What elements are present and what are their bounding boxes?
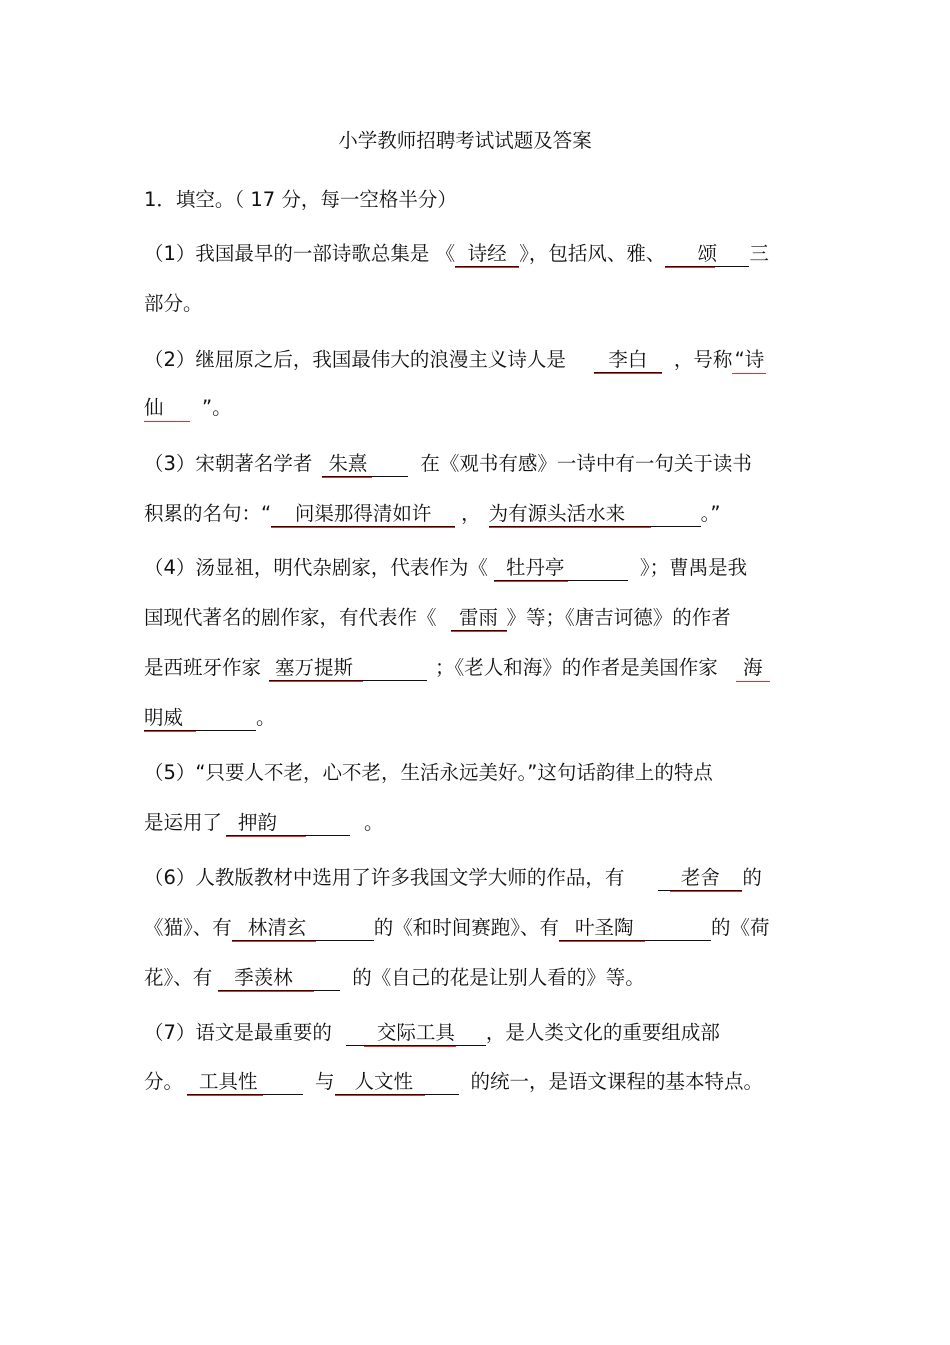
- answer-text: 牡丹亭: [505, 556, 565, 579]
- red-underline: [594, 373, 662, 374]
- answer-text: 朱熹: [328, 452, 368, 475]
- question-text: 》，包括风、雅、: [519, 242, 666, 265]
- red-underline: [271, 527, 455, 528]
- answer-blank: [665, 242, 749, 267]
- question-text: 分。: [144, 1070, 184, 1093]
- red-underline: [218, 991, 314, 992]
- answer-blank: [732, 348, 766, 372]
- red-underline: [665, 267, 715, 268]
- question-text: 是西班牙作家: [144, 656, 262, 679]
- question-text: 积累的名句：“: [144, 502, 272, 525]
- question-text: 《猫》、有: [144, 916, 232, 939]
- question-1-line-1: [144, 239, 769, 269]
- answer-text: 人文性: [354, 1070, 414, 1093]
- question-text: 花》、有: [144, 966, 213, 989]
- question-text: ；《老人和海》的作者是美国作家: [435, 656, 718, 679]
- question-text: 与: [315, 1070, 335, 1093]
- question-text: 的统一，是语文课程的基本特点。: [470, 1070, 764, 1093]
- answer-blank: [271, 502, 455, 527]
- answer-text: 问渠那得清如许: [294, 502, 432, 525]
- red-underline: [736, 681, 770, 682]
- question-text: （2）继屈原之后，我国最伟大的浪漫主义诗人是: [144, 348, 566, 371]
- red-underline: [489, 527, 651, 528]
- red-underline: [144, 731, 196, 732]
- red-underline: [670, 891, 742, 892]
- answer-text: 仙: [144, 396, 164, 419]
- answer-text: 林清玄: [247, 916, 307, 939]
- question-3-line-1: [144, 449, 752, 479]
- answer-blank: [451, 606, 507, 631]
- red-underline: [494, 581, 568, 582]
- page-title: [0, 126, 930, 156]
- question-4-line-1: [144, 553, 747, 583]
- question-2-line-2: [144, 393, 232, 423]
- answer-blank: [594, 348, 662, 373]
- question-text: （1）我国最早的一部诗歌总集是 《: [144, 242, 456, 265]
- answer-text: “诗: [734, 348, 765, 371]
- question-text: 。”: [700, 502, 721, 525]
- answer-blank: [232, 916, 374, 941]
- question-text: 国现代著名的剧作家，有代表作《: [144, 606, 437, 629]
- answer-blank: [322, 452, 408, 477]
- answer-blank: [144, 706, 256, 731]
- red-underline: [364, 1046, 456, 1047]
- answer-text: 交际工具: [376, 1021, 455, 1044]
- question-7-line-2: [144, 1067, 763, 1097]
- question-text: （6）人教版教材中选用了许多我国文学大师的作品，有: [144, 866, 625, 889]
- red-underline: [732, 373, 766, 374]
- red-underline: [335, 1095, 425, 1096]
- answer-text: 雷雨: [459, 606, 499, 629]
- question-text: 三: [749, 242, 769, 265]
- answer-text: 押韵: [238, 811, 278, 834]
- question-6-line-2: [144, 913, 770, 943]
- red-underline: [322, 477, 372, 478]
- question-6-line-1: [144, 863, 762, 893]
- question-text: 。: [256, 706, 276, 729]
- answer-text: 塞万提斯: [275, 656, 354, 679]
- question-text: 的《荷: [711, 916, 770, 939]
- question-text: ，: [461, 502, 481, 525]
- question-text: （3）宋朝著名学者: [144, 452, 313, 475]
- answer-text: 工具性: [199, 1070, 258, 1093]
- answer-text: 颂: [697, 242, 718, 265]
- answer-blank: [494, 556, 628, 581]
- answer-blank: [455, 242, 519, 267]
- question-text: 是运用了: [144, 811, 223, 834]
- section-heading-text: 1．填空。（ 17 分，每一空格半分）: [144, 188, 457, 211]
- section-heading: [144, 185, 457, 215]
- question-7-line-1: [144, 1018, 720, 1048]
- answer-text: 叶圣陶: [575, 916, 634, 939]
- red-underline: [226, 836, 306, 837]
- page-title-text: 小学教师招聘考试试题及答案: [338, 129, 592, 152]
- question-4-line-3: [144, 653, 770, 683]
- answer-blank: [658, 866, 742, 891]
- red-underline: [455, 267, 519, 268]
- answer-text: 海: [743, 656, 763, 679]
- question-4-line-2: [144, 603, 731, 633]
- red-underline: [269, 681, 363, 682]
- question-3-line-2: [144, 499, 720, 529]
- answer-text: 明威: [144, 706, 184, 729]
- question-text: 在《观书有感》一诗中有一句关于读书: [420, 452, 752, 475]
- red-underline: [187, 1095, 263, 1096]
- answer-text: 诗经: [467, 242, 507, 265]
- question-text: 》；曹禺是我: [639, 556, 748, 579]
- question-text: 的: [742, 866, 762, 889]
- question-text: （4）汤显祖，明代杂剧家，代表作为《: [144, 556, 488, 579]
- answer-text: 老舍: [680, 866, 720, 889]
- answer-blank: [736, 656, 770, 680]
- red-underline: [232, 941, 316, 942]
- question-2-line-1: [144, 345, 766, 375]
- question-6-line-3: [144, 963, 645, 993]
- question-text: 的《自己的花是让别人看的》等。: [352, 966, 645, 989]
- question-text: ，是人类文化的重要组成部: [485, 1021, 720, 1044]
- question-1-line-2: [144, 289, 203, 319]
- answer-blank: [187, 1070, 303, 1095]
- question-text: （5）“只要人不老，心不老，生活永远美好。”这句话韵律上的特点: [144, 761, 713, 784]
- question-text: ”。: [202, 396, 232, 419]
- answer-text: 李白: [608, 348, 648, 371]
- question-text: （7）语文是最重要的: [144, 1021, 332, 1044]
- answer-blank: [218, 966, 340, 991]
- red-underline: [451, 631, 507, 632]
- red-underline: [144, 421, 190, 422]
- answer-blank: [559, 916, 711, 941]
- question-text: 的《和时间赛跑》、有: [373, 916, 560, 939]
- question-5-line-1: [144, 758, 713, 788]
- answer-blank: [489, 502, 701, 527]
- answer-blank: [335, 1070, 459, 1095]
- answer-blank: [346, 1021, 486, 1046]
- question-4-line-4: [144, 703, 276, 733]
- question-text: ，号称: [673, 348, 733, 371]
- answer-blank: [144, 396, 190, 420]
- red-underline: [559, 941, 645, 942]
- answer-blank: [269, 656, 427, 681]
- question-text: 。: [364, 811, 384, 834]
- answer-text: 季羡林: [234, 966, 293, 989]
- question-text: 》等；《唐吉诃德》的作者: [506, 606, 731, 629]
- answer-text: 为有源头活水来: [488, 502, 626, 525]
- question-5-line-2: [144, 808, 384, 838]
- question-text: 部分。: [144, 292, 203, 315]
- answer-blank: [226, 811, 350, 836]
